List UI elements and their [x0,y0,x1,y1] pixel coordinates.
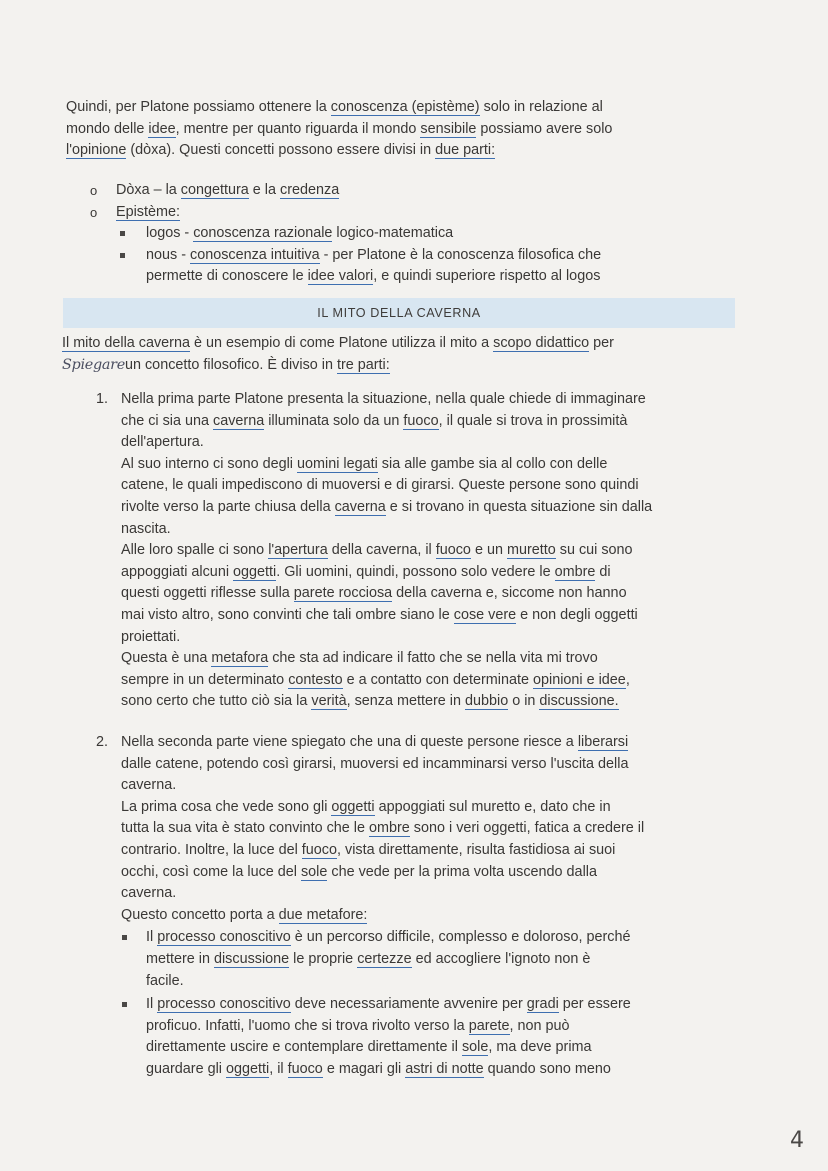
handwritten-word: Spiegare [62,356,125,373]
underlined-term: l'opinione [66,142,127,159]
cave-intro-paragraph [62,333,752,376]
item-number: 2. [96,734,109,750]
episteme-sublist [116,223,750,288]
underlined-term: Il mito della caverna [62,335,190,351]
numbered-item-2: 2. Nella seconda parte viene spiegato che una di queste persone riesce a liberarsi dalle catene, potendo così girarsi, muoversi ed incamminarsi verso l'uscita della caverna. La prima cosa che vede sono gli oggetti appoggiati sul muretto e, dato che in tutta la sua vita è stato convinto che le ombre sono i veri oggetti, fatica a credere il contrario. Inoltre, la luce del fuoco, vista direttamente, risulta fastidiosa ai suoi occhi, così come la luce del sole che vede per la prima volta uscendo dalla caverna. Questo concetto porta a due metafore: Il processo conoscitivo è un percorso difficile, complesso e doloroso, perché mettere in discussione le proprie certezze ed accogliere l'ignoto non è facile. Il processo conoscitivo deve necessariamente avvenire per gradi per essere proficuo. Infatti, l'uomo che si trova rivolto verso la parete, non può direttamente uscire e contemplare direttamente il sole, ma deve prima guardare gli oggetti, il fuoco e magari gli astri di notte quando sono meno [96,732,746,1081]
section-heading: IL MITO DELLA CAVERNA [63,298,735,328]
underlined-term: idee [148,120,176,137]
list-item-episteme [90,202,750,288]
underlined-term: sensibile [420,120,477,137]
circle-bullet-icon: o [90,204,98,220]
circle-bullet-icon: o [90,183,98,198]
intro-line: mondo delle idee, mentre per quanto riguarda il mondo sensibile possiamo avere solo [66,120,613,137]
underlined-term: idee valori [307,268,374,285]
numbered-item-1: 1. Nella prima parte Platone presenta la situazione, nella quale chiede di immaginare che ci sia una caverna illuminata solo da un fuoco, il quale si trova in prossimità dell'apertura. Al suo interno ci sono degli uomini legati sia alle gambe sia al collo con delle catene, le quali impediscono di muoversi e di girarsi. Queste persone sono quindi rivolte verso la parte chiusa della caverna e si trovano in questa situazione sin dalla nascita. Alle loro spalle ci sono l'apertura della caverna, il fuoco e un muretto su cui sono appoggiati alcuni oggetti. Gli uomini, quindi, possono solo vedere le ombre di questi oggetti riflesse sulla parete rocciosa della caverna e, siccome non hanno mai visto altro, sono convinti che tali ombre siano le cose vere e non degli oggetti proiettati. Questa è una metafora che sta ad indicare il fatto che se nella vita mi trovo sempre in un determinato contesto e a contatto con determinate opinioni e idee, sono certo che tutto ciò sia la verità, senza mettere in dubbio o in discussione. [96,391,653,710]
text-line: Il mito della caverna è un esempio di come Platone utilizza il mito a scopo didattico per [62,335,614,351]
knowledge-list [90,180,750,288]
square-bullet-icon [122,935,127,940]
underlined-term: congettura [180,182,249,198]
underlined-term: conoscenza (epistème) [330,99,480,115]
intro-line: l'opinione (dòxa). Questi concetti possono essere divisi in due parti: [66,142,496,159]
metaphor-sublist [96,927,746,1080]
underlined-term: conoscenza intuitiva [190,246,320,263]
square-bullet-icon [120,253,125,258]
square-bullet-icon [120,231,125,236]
underlined-term: tre parti: [336,356,390,373]
sublist-item-logos: logos - conoscenza razionale logico-matematica [118,223,750,245]
underlined-term: due parti: [435,142,496,159]
page-number: 4 [790,1128,804,1153]
intro-line: Quindi, per Platone possiamo ottenere la conoscenza (epistème) solo in relazione al [66,99,603,115]
sublist-item: Il processo conoscitivo è un percorso difficile, complesso e doloroso, perché mettere in discussione le proprie certezze ed accogliere l'ignoto non è facile. [120,927,746,992]
sublist-item-nous: nous - conoscenza intuitiva - per Platone è la conoscenza filosofica che permette di conoscere le idee valori, e quindi superiore rispetto al logos [118,245,750,288]
underlined-term: scopo didattico [493,335,590,351]
underlined-term: credenza [280,182,340,198]
underlined-term: conoscenza razionale [193,225,333,242]
text-line: Spiegareun concetto filosofico. È diviso in tre parti: [62,356,390,373]
item-number: 1. [96,391,109,407]
square-bullet-icon [122,1002,127,1007]
intro-paragraph [66,97,746,162]
sublist-item: Il processo conoscitivo deve necessariamente avvenire per gradi per essere proficuo. Infatti, l'uomo che si trova rivolto verso la parete, non può direttamente uscire e contemplare direttamente il sole, ma deve prima guardare gli oggetti, il fuoco e magari gli astri di notte quando sono meno [120,994,746,1080]
underlined-term: Epistème: [116,203,180,220]
list-item-doxa: o Dòxa – la congettura e la credenza [90,180,750,202]
